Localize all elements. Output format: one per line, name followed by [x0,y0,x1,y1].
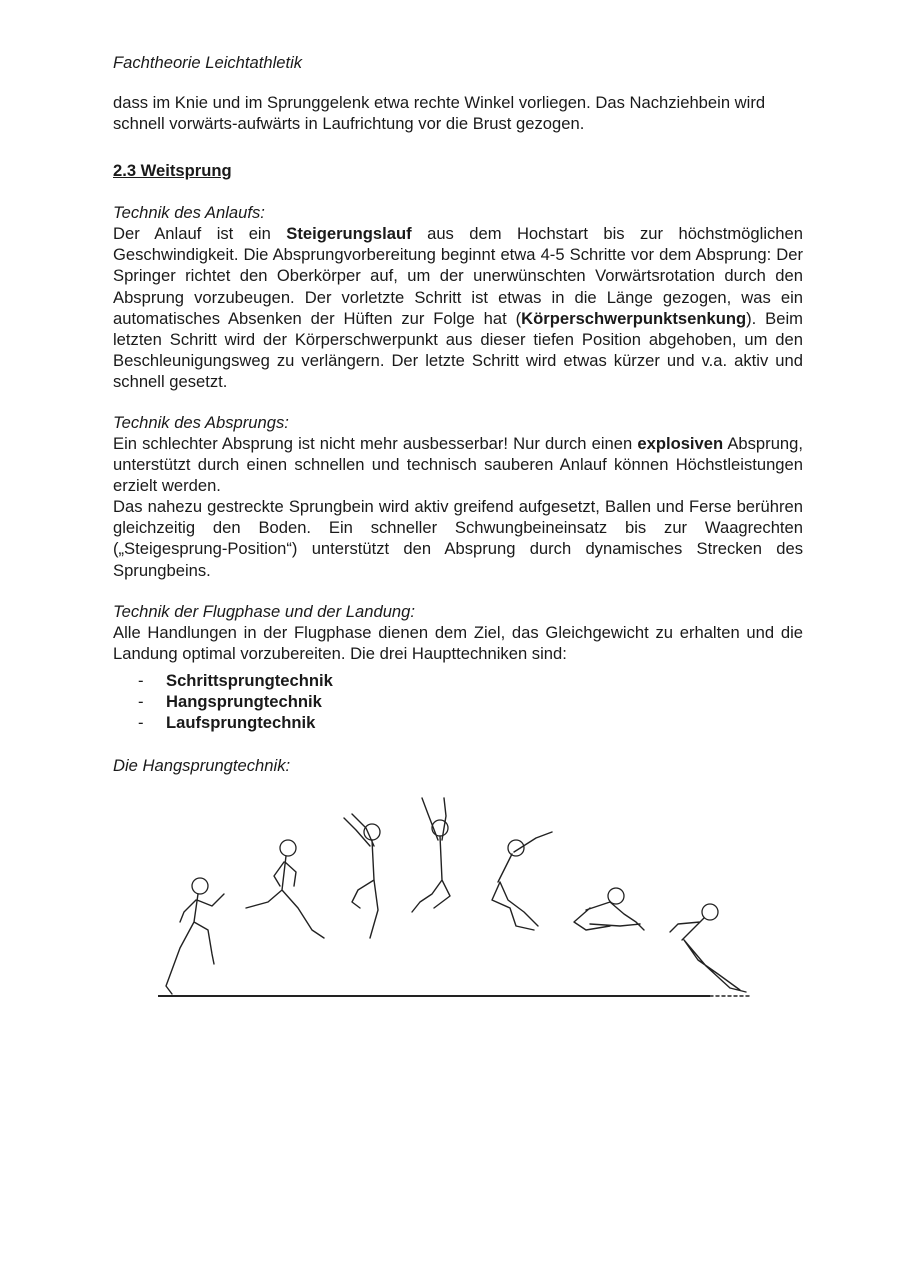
term-koerperschwerpunktsenkung: Körperschwerpunktsenkung [521,308,747,328]
subheading-hangsprung: Die Hangsprungtechnik: [113,756,291,775]
jump-sequence-drawing [150,790,760,1005]
intro-paragraph: dass im Knie und im Sprunggelenk etwa rechte Winkel vorliegen. Das Nachziehbein wird schnell vorwärts-aufwärts in Laufrichtung vor die Brust gezogen. [113,93,766,134]
techniques-list [138,670,333,733]
athlete-figure-3 [344,814,380,938]
subheading-flugphase: Technik der Flugphase und der Landung: [113,602,415,621]
list-item: - Hangsprungtechnik [138,692,322,711]
list-item: - Schrittsprungtechnik [138,671,333,690]
list-item-label: Schrittsprungtechnik [166,671,333,690]
term-steigerungslauf: Steigerungslauf [286,224,412,243]
section-heading: 2.3 Weitsprung [113,161,232,180]
page-header-title: Fachtheorie Leichtathletik [113,53,303,72]
subheading-absprung: Technik des Absprungs: [113,413,289,432]
athlete-figure-5 [492,832,552,930]
paragraph-absprung-1: Ein schlechter Absprung ist nicht mehr ausbesserbar! Nur durch einen explosiven Absprung, unterstützt durch einen schnellen und technisch sauberen Anlauf können Höchstleistungen erzielt werden. [113,434,803,496]
athlete-figure-1 [166,878,224,994]
subheading-anlauf: Technik des Anlaufs: [113,203,265,222]
hangsprung-illustration [150,790,760,1005]
athlete-figure-2 [246,840,324,938]
list-item: - Laufsprungtechnik [138,713,316,732]
paragraph-absprung-2: Das nahezu gestreckte Sprungbein wird aktiv greifend aufgesetzt, Ballen und Ferse berühren gleichzeitig den Boden. Ein schneller Schwungbeineinsatz bis zur Waagrechten („Steigesprung-Position“) unterstützt den Absprung durch dynamisches Strecken des Sprungbeins. [113,497,803,580]
paragraph-anlauf: Der Anlauf ist ein Steigerungslauf aus dem Hochstart bis zur höchstmöglichen Geschwindigkeit. Die Absprungvorbereitung beginnt etwa 4-5 Schritte vor dem Absprung: Der Springer richtet den Oberkörper auf, um der unerwünschten Vorwärtsrotation durch den Absprung vorzubeugen. Der vorletzte Schritt ist etwas in die Länge gezogen, was ein automatisches Absenken der Hüften zur Folge hat (Körperschwerpunktsenkung). Beim letzten Schritt wird der Körperschwerpunkt aus dieser tiefen Position abgehoben, um den Beschleunigungsweg zu verlängern. Der letzte Schritt wird etwas kürzer und v.a. aktiv und schnell gesetzt. [113,224,803,392]
athlete-figure-7 [670,904,746,992]
list-item-label: Laufsprungtechnik [166,713,316,732]
term-explosiven: explosiven [637,434,724,453]
list-item-label: Hangsprungtechnik [166,692,322,711]
athlete-figure-4 [412,798,450,912]
paragraph-flugphase: Alle Handlungen in der Flugphase dienen dem Ziel, das Gleichgewicht zu erhalten und die Landung optimal vorzubereiten. Die drei Haupttechniken sind: [113,623,803,664]
athlete-figure-6 [574,888,644,930]
